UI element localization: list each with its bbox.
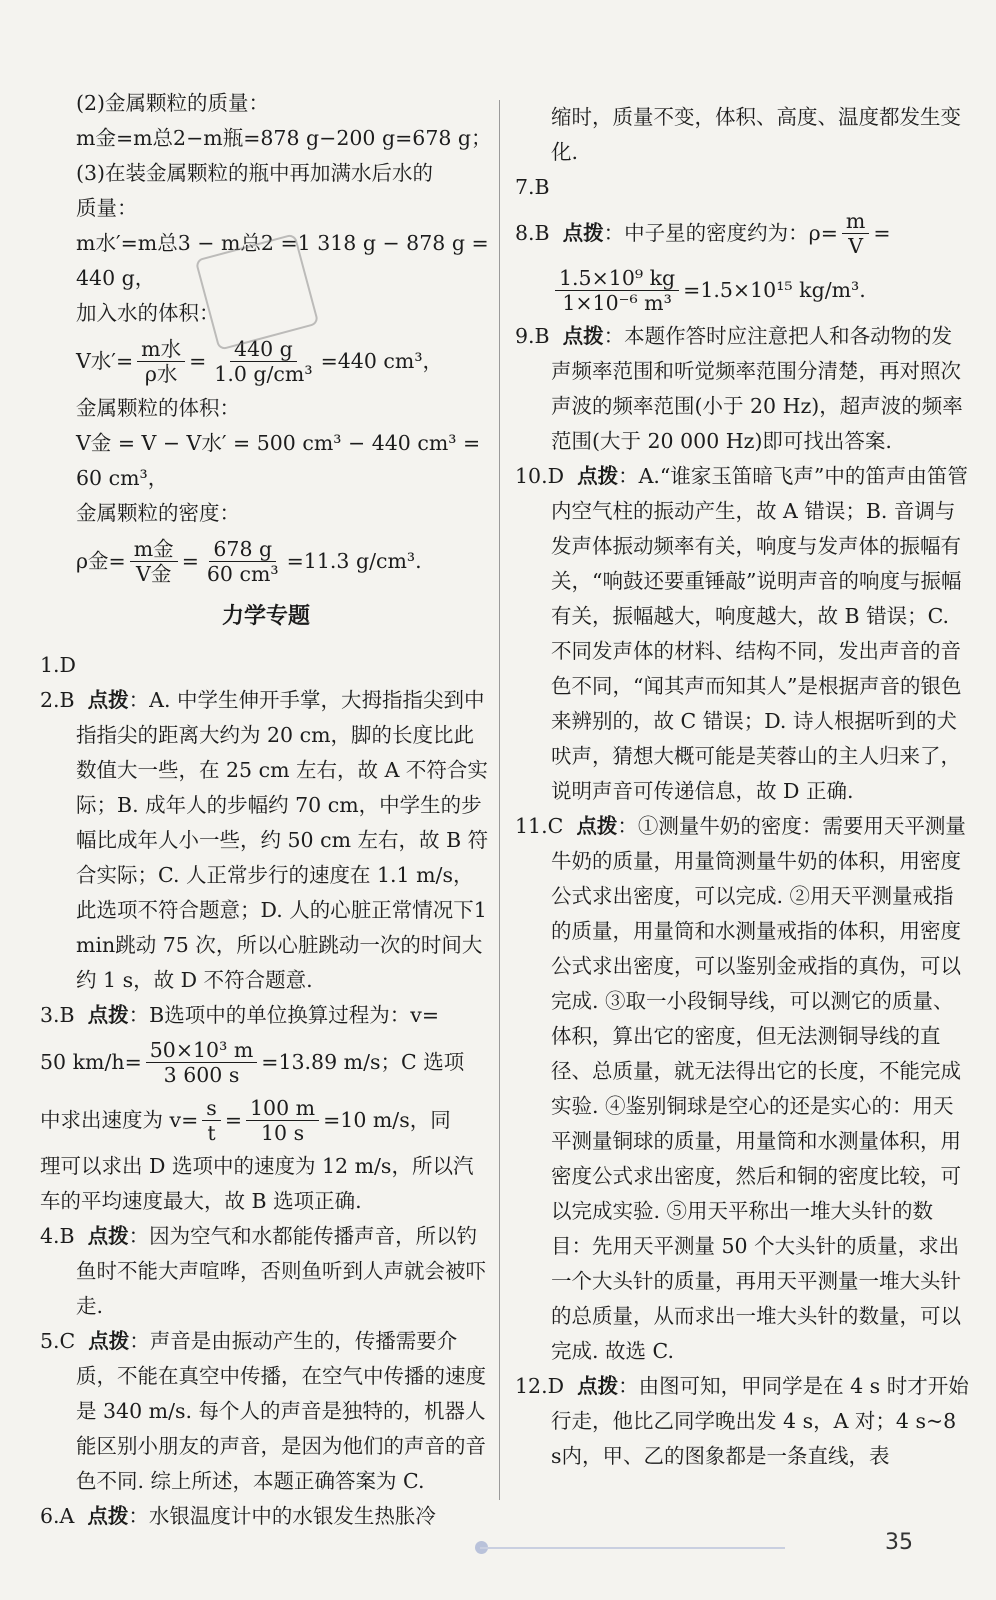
fraction-numerator: 678 g xyxy=(209,537,276,562)
answer-3-eq-2: 中求出速度为 v= $\frac{s}{t}$ = $\frac{100 m}{10 s}$ =10 m/s，同 xyxy=(40,1095,451,1145)
water-vol-lhs: V水′= xyxy=(76,348,134,373)
fraction-denominator: V xyxy=(848,233,864,258)
answer-6: 6.A 点拨：水银温度计中的水银发生热胀冷 xyxy=(40,1504,436,1528)
water-volume-title: 加入水的体积： xyxy=(76,301,220,325)
hint-label: 点拨 xyxy=(562,324,604,348)
right-column xyxy=(515,100,970,1474)
answer-8: 8.B 点拨 ：中子星的密度约为：ρ= $\frac{m}{V}$ = xyxy=(515,208,891,258)
metal-volume-eq-1: V金 = V − V水′ = 500 cm³ − 440 cm³ = xyxy=(76,431,481,455)
footer-rule xyxy=(480,1547,785,1549)
answer-7: 7.B xyxy=(515,175,550,199)
hint-label: 点拨 xyxy=(87,1003,129,1027)
water-volume-equation: V水′= $\frac{\text{m水}}{\text{ρ水}}$ = $\frac{440 g}{\text{1.0 g/cm³}}$ =440 cm³， xyxy=(76,336,444,386)
fraction-denominator: 10 s xyxy=(260,1120,305,1145)
hint-label: 点拨 xyxy=(87,1224,129,1248)
answer-3-fraction xyxy=(246,1096,319,1145)
hint-label: 点拨 xyxy=(87,688,129,712)
hint-label: 点拨 xyxy=(577,464,619,488)
part3-title-2: 质量： xyxy=(76,196,138,220)
density-lhs: ρ金= xyxy=(76,548,126,573)
answer-10: 10.D 点拨：A.“谁家玉笛暗飞声”中的笛声由笛管内空气柱的振动产生，故 A 错误；B. 音调与发声体振动频率有关，响度与发声体的振幅有关，“响鼓还要重锤敲”说明声音的响度与振幅有关，振幅越大，响度越大，故 B 错误；C. 不同发声体的材料、结构不同，发出声音的音色不同，“闻其声而知其人”是根据声音的银色来辨别的，故 C 错误；D. 诗人根据听到的犬吠声，猜想大概可能是芙蓉山的主人归来了，说明声音可传递信息，故 D 正确. xyxy=(515,464,968,803)
hint-label: 点拨 xyxy=(562,220,604,245)
fraction-denominator: V金 xyxy=(136,561,172,586)
fraction-denominator: ρ水 xyxy=(144,361,178,386)
metal-volume-title: 金属颗粒的体积： xyxy=(76,396,240,420)
fraction-denominator: 3 600 s xyxy=(163,1062,240,1087)
density-rhs: =11.3 g/cm³. xyxy=(286,548,422,573)
hint-label: 点拨 xyxy=(87,1504,129,1528)
density-fraction-1 xyxy=(130,537,178,586)
water-mass-eq-1: m水′=m总3 − m总2 =1 318 g − 878 g = xyxy=(76,231,489,255)
fraction-numerator: 440 g xyxy=(230,337,297,362)
answer-2: 2.B 点拨：A. 中学生伸开手掌，大拇指指尖到中指指尖的距离大约为 20 cm，脚的长度比此数值大一些，在 25 cm 左右，故 A 不符合实际；B. 成年人的步幅约 70 cm，中学生的步幅比成年人小一些，约 50 cm 左右，故 B 符合实际；C. 人正常步行的速度在 1.1 m/s，此选项不符合题意；D. 人的心脏正常情况下1 min跳动 75 次，所以心脏跳动一次的时间大约 1 s，故 D 不符合题意. xyxy=(40,688,494,992)
water-mass-eq-2: 440 g， xyxy=(76,266,156,290)
part2-equation: m金=m总2−m瓶=878 g−200 g=678 g； xyxy=(76,126,492,150)
fraction-numerator: 100 m xyxy=(246,1096,319,1121)
fraction-numerator: m金 xyxy=(130,537,178,562)
answer-3-fraction xyxy=(202,1096,221,1145)
hint-label: 点拨 xyxy=(576,814,618,838)
fraction-denominator: 60 cm³ xyxy=(206,561,279,586)
density-fraction-2 xyxy=(203,537,283,586)
answer-9: 9.B 点拨：本题作答时应注意把人和各动物的发声频率范围和听觉频率范围分清楚，再对照次声波的频率范围(小于 20 Hz)，超声波的频率范围(大于 20 000 Hz)即可找出答案. xyxy=(515,324,963,453)
answer-3: 3.B 点拨：B选项中的单位换算过程为：v= xyxy=(40,1003,439,1027)
answer-6-cont: 缩时，质量不变，体积、高度、温度都发生变化. xyxy=(551,105,961,164)
fraction-numerator: m水 xyxy=(137,337,185,362)
density-equation: ρ金= $\frac{\text{m金}}{\text{V金}}$ = $\frac{678 g}{\text{60 cm³}}$ =11.3 g/cm³. xyxy=(76,536,422,586)
column-divider xyxy=(499,100,500,1500)
answer-12: 12.D 点拨：由图可知，甲同学是在 4 s 时才开始行走，他比乙同学晚出发 4 s，A 对；4 s~8 s内，甲、乙的图象都是一条直线，表 xyxy=(515,1374,969,1468)
part2-title: (2)金属颗粒的质量： xyxy=(76,91,270,115)
answer-3-cont: 理可以求出 D 选项中的速度为 12 m/s，所以汽车的平均速度最大，故 B 选项正确. xyxy=(40,1154,474,1213)
section-title: 力学专题 xyxy=(221,604,310,629)
hint-label: 点拨 xyxy=(88,1329,130,1353)
water-vol-rhs: =440 cm³， xyxy=(320,348,444,373)
page-number: 35 xyxy=(885,1530,913,1555)
answer-5: 5.C 点拨：声音是由振动产生的，传播需要介质，不能在真空中传播，在空气中传播的速度是 340 m/s. 每个人的声音是独特的，机器人能区别小朋友的声音，是因为他们的声音的音色不同. 综上所述，本题正确答案为 C. xyxy=(40,1329,486,1493)
density-title: 金属颗粒的密度： xyxy=(76,501,240,525)
answer-8-fraction xyxy=(842,209,869,258)
answer-8-fraction xyxy=(555,266,679,315)
part3-title-1: (3)在装金属颗粒的瓶中再加满水后水的 xyxy=(76,161,434,185)
water-vol-fraction-1 xyxy=(137,337,185,386)
fraction-denominator: t xyxy=(207,1120,216,1145)
answer-3-fraction xyxy=(146,1038,258,1087)
answer-8-eq: $\frac{\text{1.5×10⁹ kg}}{\text{1×10⁻⁶ m³}}$ =1.5×10¹⁵ kg/m³. xyxy=(515,261,970,319)
fraction-numerator: 50×10³ m xyxy=(146,1038,258,1063)
fraction-denominator: 1×10⁻⁶ m³ xyxy=(562,290,672,315)
answer-11: 11.C 点拨：①测量牛奶的密度：需要用天平测量牛奶的质量，用量筒测量牛奶的体积，用密度公式求出密度，可以完成. ②用天平测量戒指的质量，用量筒和水测量戒指的体积，用密度公式求出密度，可以鉴别金戒指的真伪，可以完成. ③取一小段铜导线，可以测它的质量、体积，算出它的密度，但无法测铜导线的直径、总质量，就无法得出它的长度，不能完成实验. ④鉴别铜球是空心的还是实心的：用天平测量铜球的质量，用量筒和水测量体积，用密度公式求出密度，然后和铜的密度比较，可以完成实验. ⑤用天平称出一堆大头针的数目：先用天平测量 50 个大头针的质量，求出一个大头针的质量，再用天平测量一堆大头针的总质量，从而求出一堆大头针的数量，可以完成. 故选 C. xyxy=(515,814,966,1363)
fraction-numerator: s xyxy=(202,1096,221,1121)
fraction-numerator: 1.5×10⁹ kg xyxy=(555,266,679,291)
fraction-denominator: 1.0 g/cm³ xyxy=(214,361,313,386)
hint-label: 点拨 xyxy=(577,1374,619,1398)
answer-4: 4.B 点拨：因为空气和水都能传播声音，所以钓鱼时不能大声喧哗，否则鱼听到人声就会被吓走. xyxy=(40,1224,486,1318)
answer-3-eq-1: 50 km/h= $\frac{\text{50×10³ m}}{3 600 s}$ =13.89 m/s；C 选项 xyxy=(40,1037,465,1087)
fraction-numerator: m xyxy=(842,209,869,234)
metal-volume-eq-2: 60 cm³， xyxy=(76,466,169,490)
answer-1: 1.D xyxy=(40,653,76,677)
